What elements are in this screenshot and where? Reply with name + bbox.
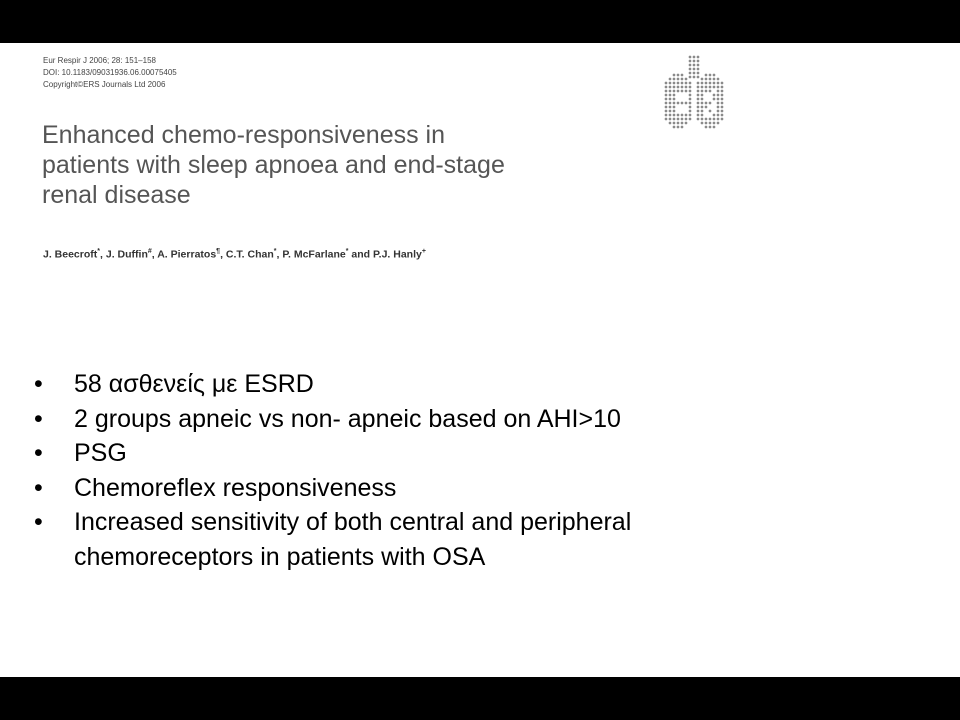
author-affiliation-mark: ¶ (216, 248, 221, 255)
bullet-item (34, 402, 934, 437)
author-name: P. McFarlane (282, 248, 346, 261)
author-name: C.T. Chan (225, 248, 274, 261)
bullet-marker: • (34, 370, 43, 398)
author-affiliation-mark: * (273, 248, 277, 255)
author-affiliation-mark: + (421, 248, 426, 255)
bullet-text: 58 ασθενείς με ESRD (74, 370, 314, 398)
bullet-text: PSG (74, 439, 127, 467)
author-affiliation-mark: * (97, 248, 101, 255)
bullet-item (34, 505, 934, 574)
paper-title-line: patients with sleep apnoea and end-stage (42, 151, 505, 179)
letterbox-top (0, 0, 960, 43)
journal-citation (43, 55, 177, 91)
author-affiliation-mark: * (345, 248, 349, 255)
bullet-marker: • (34, 439, 43, 467)
author-separator: and (348, 248, 374, 261)
paper-title-line: renal disease (42, 181, 191, 209)
author-name: A. Pierratos (157, 248, 217, 261)
paper-title (42, 120, 622, 210)
bullet-list (34, 367, 934, 574)
bullet-text: chemoreceptors in patients with OSA (74, 542, 486, 571)
citation-journal: Eur Respir J 2006; 28: 151–158 (43, 56, 156, 65)
author-affiliation-mark: # (147, 248, 152, 255)
slide (0, 43, 960, 677)
author-separator: , (100, 248, 106, 261)
bullet-marker: • (34, 473, 43, 502)
author-name: J. Beecroft (43, 248, 98, 261)
bullet-item (34, 471, 934, 506)
author-separator: , (276, 248, 283, 261)
author-name: P.J. Hanly (373, 248, 422, 261)
bullet-marker: • (34, 404, 43, 433)
citation-doi: DOI: 10.1183/09031936.06.00075405 (43, 68, 177, 77)
bullet-text: Chemoreflex responsiveness (74, 473, 397, 502)
author-separator: , (151, 248, 158, 261)
letterbox-bottom (0, 677, 960, 720)
ers-lungs-logo-icon (656, 53, 732, 133)
bullet-item (34, 436, 934, 471)
paper-title-line: Enhanced chemo-responsiveness in (42, 121, 446, 149)
author-name: J. Duffin (105, 248, 148, 261)
bullet-text: Increased sensitivity of both central and peripheral (74, 508, 632, 536)
author-list (43, 248, 426, 261)
bullet-item (34, 367, 934, 402)
author-separator: , (220, 248, 226, 261)
bullet-text: 2 groups apneic vs non- apneic based on AHI>10 (74, 404, 621, 433)
citation-copyright: Copyright©ERS Journals Ltd 2006 (43, 80, 166, 89)
bullet-marker: • (34, 508, 43, 536)
